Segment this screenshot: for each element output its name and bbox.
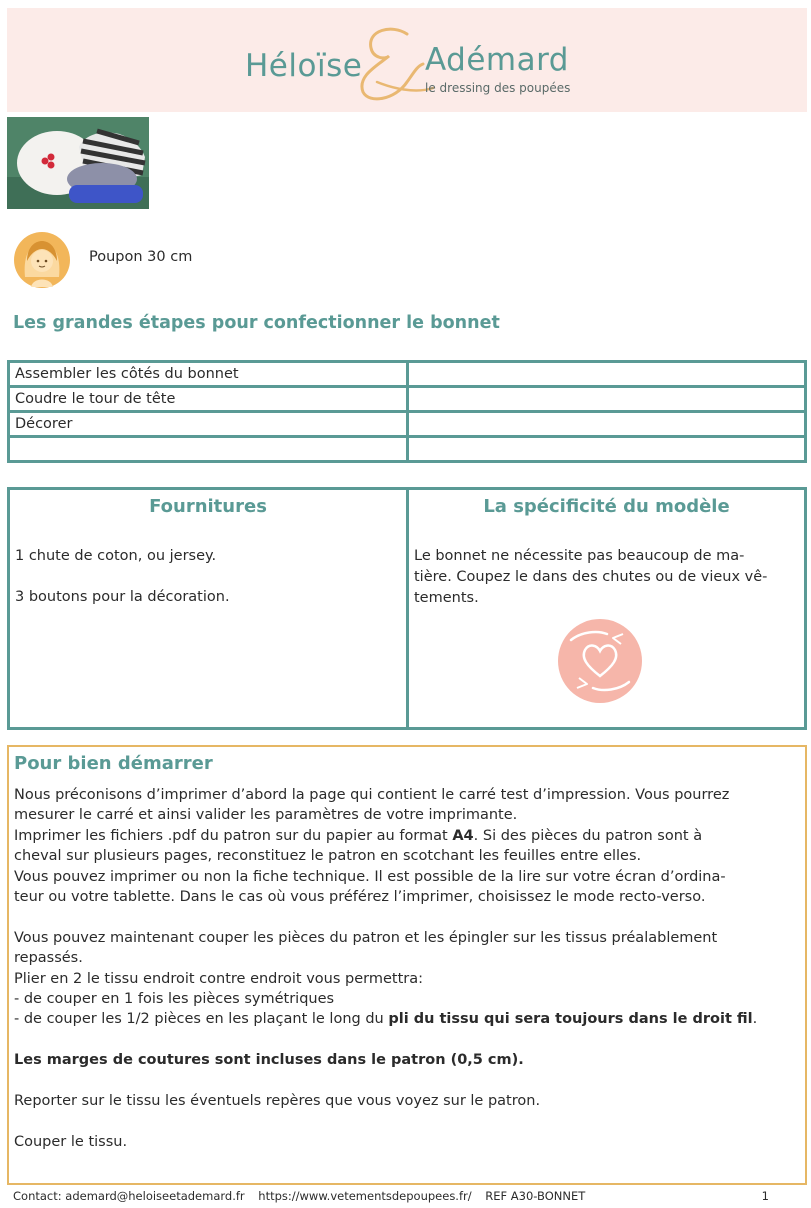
supply-item: 3 boutons pour la décoration. xyxy=(15,589,230,605)
eco-recycle-hands-icon xyxy=(557,618,643,704)
getting-started-box xyxy=(7,745,807,1185)
paper-format: A4 xyxy=(452,827,474,844)
footer-contact: Contact: ademard@heloiseetademard.fr xyxy=(13,1189,245,1203)
seam-allowance-text: Les marges de coutures sont incluses dans le patron (0,5 cm). xyxy=(14,1052,524,1069)
logo-right-word: Adémard xyxy=(425,42,569,78)
table-row xyxy=(9,412,806,437)
seam-allowance-note xyxy=(14,1050,799,1070)
brand-logo xyxy=(245,26,585,106)
logo-tagline: le dressing des poupées xyxy=(425,81,571,95)
bonnet-photo xyxy=(7,117,149,209)
text-line xyxy=(14,826,799,846)
supplies-title: Fournitures xyxy=(149,496,267,517)
step-notes-cell xyxy=(407,437,806,462)
text-line: Plier en 2 le tissu endroit contre endroit vous permettra: xyxy=(14,970,424,987)
specifics-line: tière. Coupez le dans des chutes ou de vieux vê- xyxy=(414,569,768,585)
step-cell xyxy=(9,437,408,462)
page-footer xyxy=(13,1189,793,1203)
text-line: Couper le tissu. xyxy=(14,1133,128,1150)
supplies-box xyxy=(7,487,409,730)
footer-url: https://www.vetementsdepoupees.fr/ xyxy=(258,1189,472,1203)
specifics-line: tements. xyxy=(414,590,479,606)
step-notes-cell xyxy=(407,387,806,412)
text-line: - de couper en 1 fois les pièces symétriques xyxy=(14,991,335,1008)
text-line: Vous pouvez maintenant couper les pièces du patron et les épingler sur les tissus préalablement xyxy=(14,929,718,946)
text-line: Reporter sur le tissu les éventuels repères que vous voyez sur le patron. xyxy=(14,1093,541,1110)
getting-started-body xyxy=(14,785,799,1173)
step-cell: Décorer xyxy=(9,412,408,437)
footer-ref: REF A30-BONNET xyxy=(485,1189,586,1203)
text-line: Nous préconisons d’imprimer d’abord la page qui contient le carré test d’impression. Vous pourrez xyxy=(14,787,730,803)
table-row xyxy=(9,387,806,412)
text-line: mesurer le carré et ainsi valider les paramètres de votre imprimante. xyxy=(14,807,518,824)
step-cell: Coudre le tour de tête xyxy=(9,387,408,412)
step-cell: Assembler les côtés du bonnet xyxy=(9,362,408,387)
step-notes-cell xyxy=(407,362,806,387)
text-span: - de couper les 1/2 pièces en les plaçant le long du xyxy=(14,1011,389,1028)
text-line xyxy=(14,1009,799,1029)
doll-avatar-icon xyxy=(13,231,71,289)
getting-started-title: Pour bien démarrer xyxy=(14,753,213,774)
specifics-box xyxy=(406,487,807,730)
text-line: teur ou votre tablette. Dans le cas où vous préférez l’imprimer, choisissez le mode recto-verso. xyxy=(14,889,706,906)
table-row xyxy=(9,362,806,387)
steps-title: Les grandes étapes pour confectionner le bonnet xyxy=(13,313,500,333)
logo-left-word: Héloïse xyxy=(245,48,363,84)
specifics-text xyxy=(414,546,794,609)
text-span: Imprimer les fichiers .pdf du patron sur du papier au format xyxy=(14,827,453,844)
specifics-line: Le bonnet ne nécessite pas beaucoup de ma- xyxy=(414,548,745,564)
doll-size-label: Poupon 30 cm xyxy=(89,249,193,265)
fold-emphasis: pli du tissu qui sera toujours dans le droit fil xyxy=(388,1011,753,1028)
page-number: 1 xyxy=(761,1189,769,1203)
text-span: . xyxy=(752,1011,758,1028)
text-span: . Si des pièces du patron sont à xyxy=(473,827,703,844)
step-notes-cell xyxy=(407,412,806,437)
info-boxes xyxy=(7,487,807,730)
specifics-title: La spécificité du modèle xyxy=(483,496,730,517)
steps-table xyxy=(7,360,807,463)
text-line: Vous pouvez imprimer ou non la fiche technique. Il est possible de la lire sur votre écran d’ordina- xyxy=(14,868,726,885)
text-line: repassés. xyxy=(14,950,83,967)
text-line: cheval sur plusieurs pages, reconstituez le patron en scotchant les feuilles entre elles. xyxy=(14,848,642,865)
header-banner xyxy=(7,8,807,112)
table-row xyxy=(9,437,806,462)
supply-item: 1 chute de coton, ou jersey. xyxy=(15,548,217,564)
